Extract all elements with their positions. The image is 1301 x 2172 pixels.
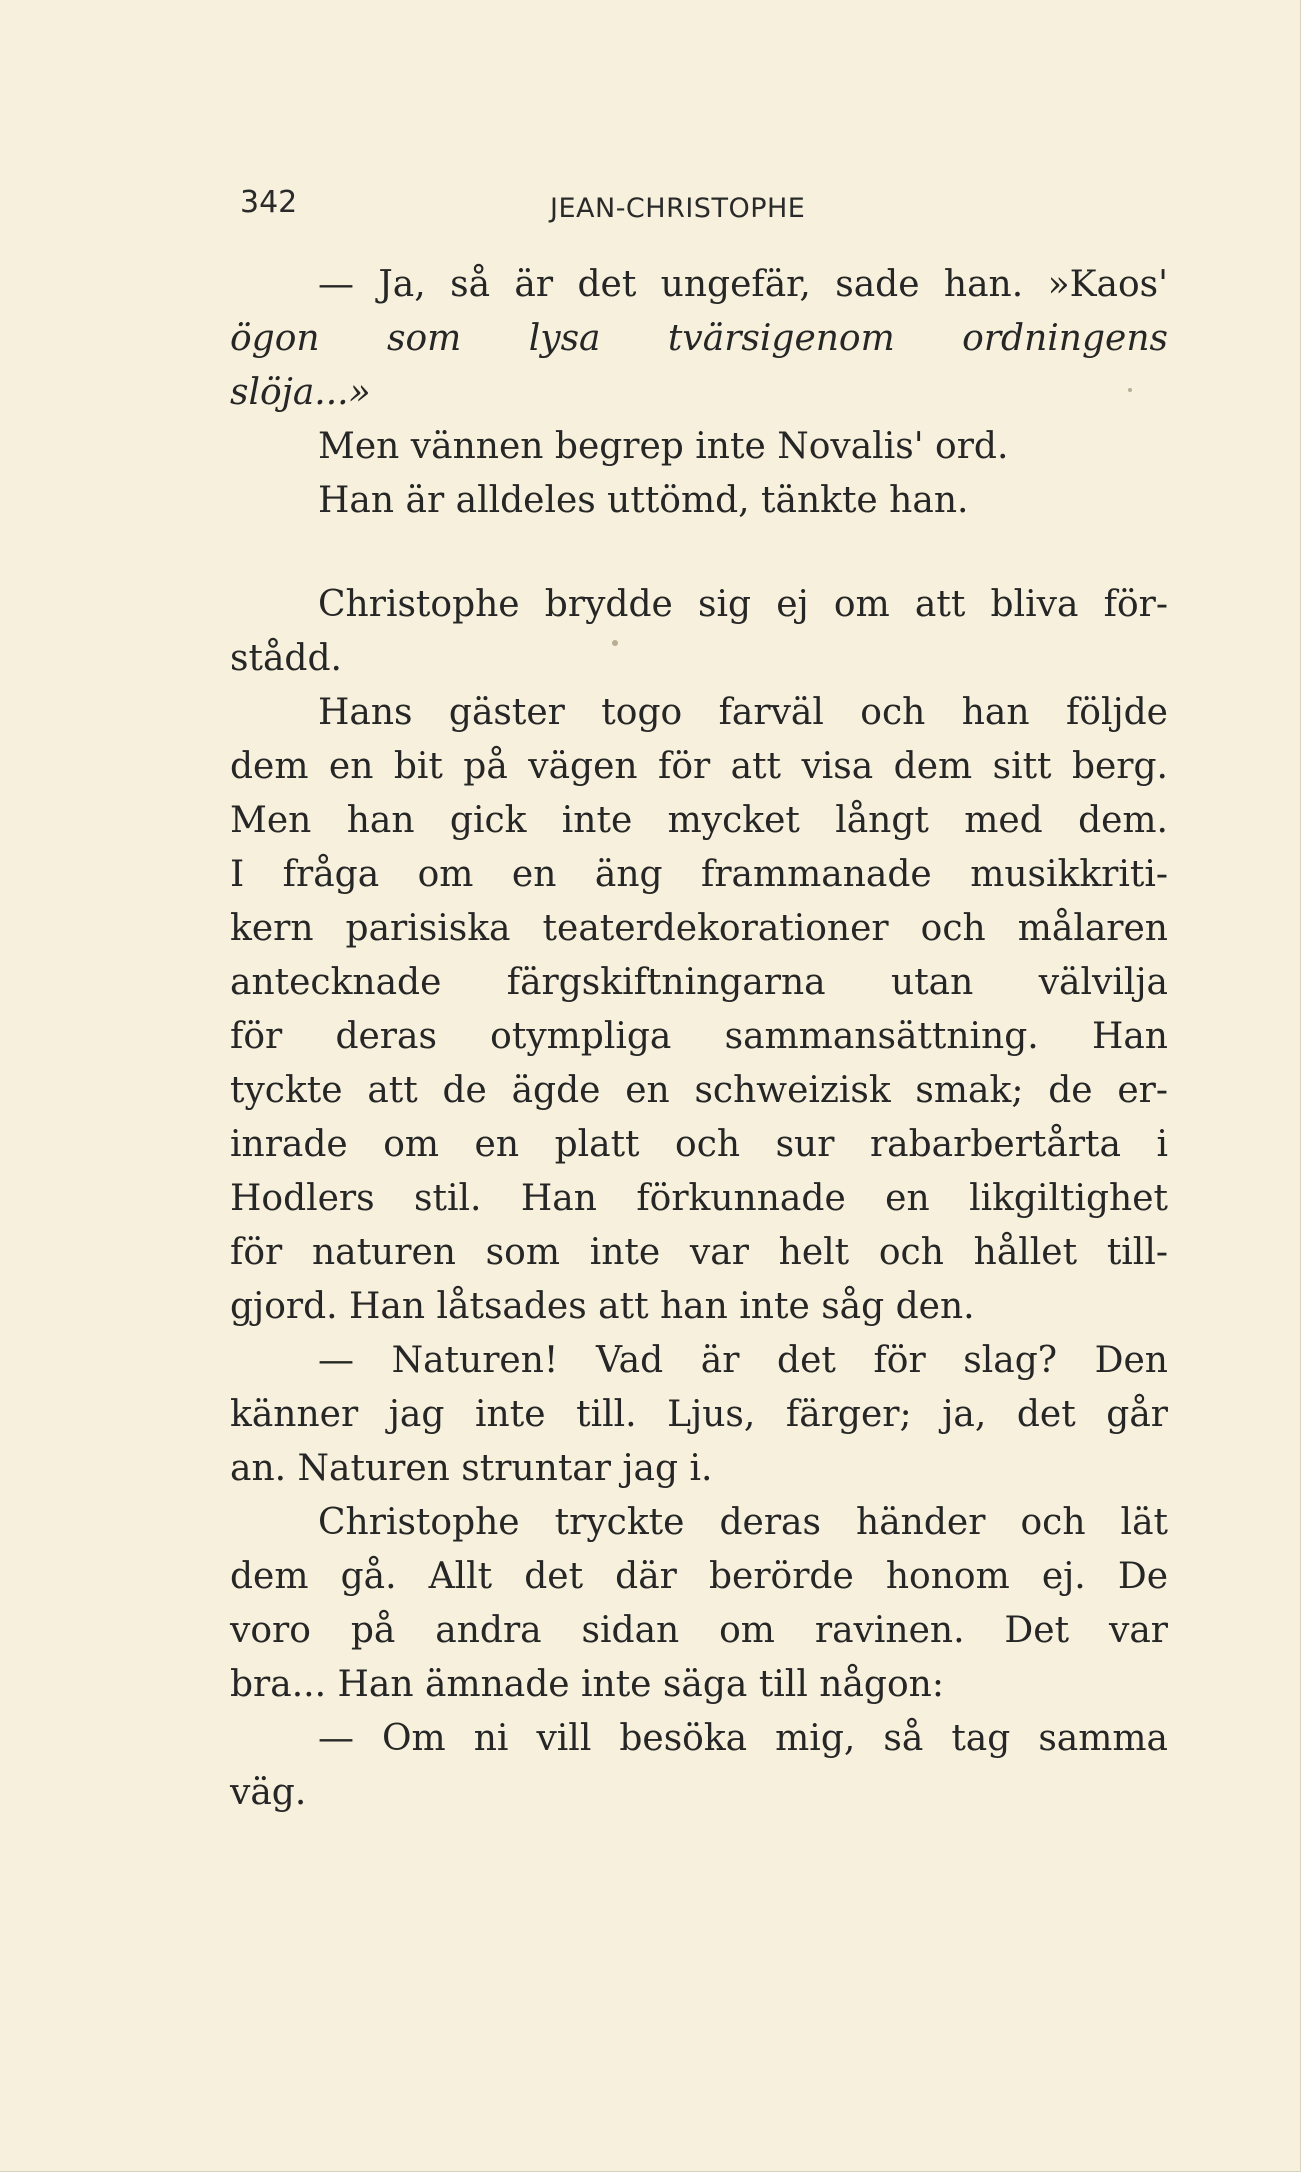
paragraph — [230, 1334, 1168, 1496]
text-line: slöja...» — [230, 372, 371, 413]
paragraph — [230, 420, 1168, 474]
text-line: Christophe tryckte deras händer och lät — [318, 1502, 1168, 1543]
text-line: I fråga om en äng frammanade musikkriti- — [230, 854, 1168, 895]
text-line: Hodlers stil. Han förkunnade en likgiltighet — [230, 1178, 1168, 1219]
text-line: — Naturen! Vad är det för slag? Den — [318, 1340, 1168, 1381]
paragraph — [230, 1496, 1168, 1712]
text-line: bra... Han ämnade inte säga till någon: — [230, 1664, 944, 1705]
text-line: väg. — [230, 1772, 307, 1813]
text-line: dem en bit på vägen för att visa dem sitt berg. — [230, 746, 1168, 787]
text-line: Men vännen begrep inte Novalis' ord. — [318, 426, 1009, 467]
paragraph-gap — [230, 528, 1168, 578]
text-line: — Om ni vill besöka mig, så tag samma — [318, 1718, 1168, 1759]
paragraph — [230, 258, 1168, 420]
text-line: tyckte att de ägde en schweizisk smak; de er- — [230, 1070, 1168, 1111]
text-line: för deras otympliga sammansättning. Han — [230, 1016, 1168, 1057]
text-line: känner jag inte till. Ljus, färger; ja, det går — [230, 1394, 1168, 1435]
page-header — [240, 185, 1160, 225]
text-line: antecknade färgskiftningarna utan välvilja — [230, 962, 1168, 1003]
text-line: Han är alldeles uttömd, tänkte han. — [318, 480, 969, 521]
text-line: kern parisiska teaterdekorationer och målaren — [230, 908, 1168, 949]
paragraph — [230, 1712, 1168, 1820]
text-line: an. Naturen struntar jag i. — [230, 1448, 713, 1489]
text-line: Men han gick inte mycket långt med dem. — [230, 800, 1168, 841]
text-line: voro på andra sidan om ravinen. Det var — [230, 1610, 1168, 1651]
text-line: inrade om en platt och sur rabarbertårta i — [230, 1124, 1168, 1165]
text-line: gjord. Han låtsades att han inte såg den. — [230, 1286, 975, 1327]
text-line: för naturen som inte var helt och hållet till- — [230, 1232, 1168, 1273]
text-line: ögon som lysa tvärsigenom ordningens — [230, 318, 1168, 359]
page-number: 342 — [240, 185, 298, 220]
text-line: dem gå. Allt det där berörde honom ej. De — [230, 1556, 1168, 1597]
paragraph — [230, 686, 1168, 1334]
paragraph — [230, 474, 1168, 528]
text-line: stådd. — [230, 638, 342, 679]
paragraph — [230, 578, 1168, 686]
running-head: JEAN-CHRISTOPHE — [550, 193, 806, 224]
text-line: Hans gäster togo farväl och han följde — [318, 692, 1168, 733]
body-text — [230, 258, 1168, 1820]
text-line: — Ja, så är det ungefär, sade han. »Kaos' — [318, 264, 1168, 305]
text-line: Christophe brydde sig ej om att bliva för- — [318, 584, 1168, 625]
